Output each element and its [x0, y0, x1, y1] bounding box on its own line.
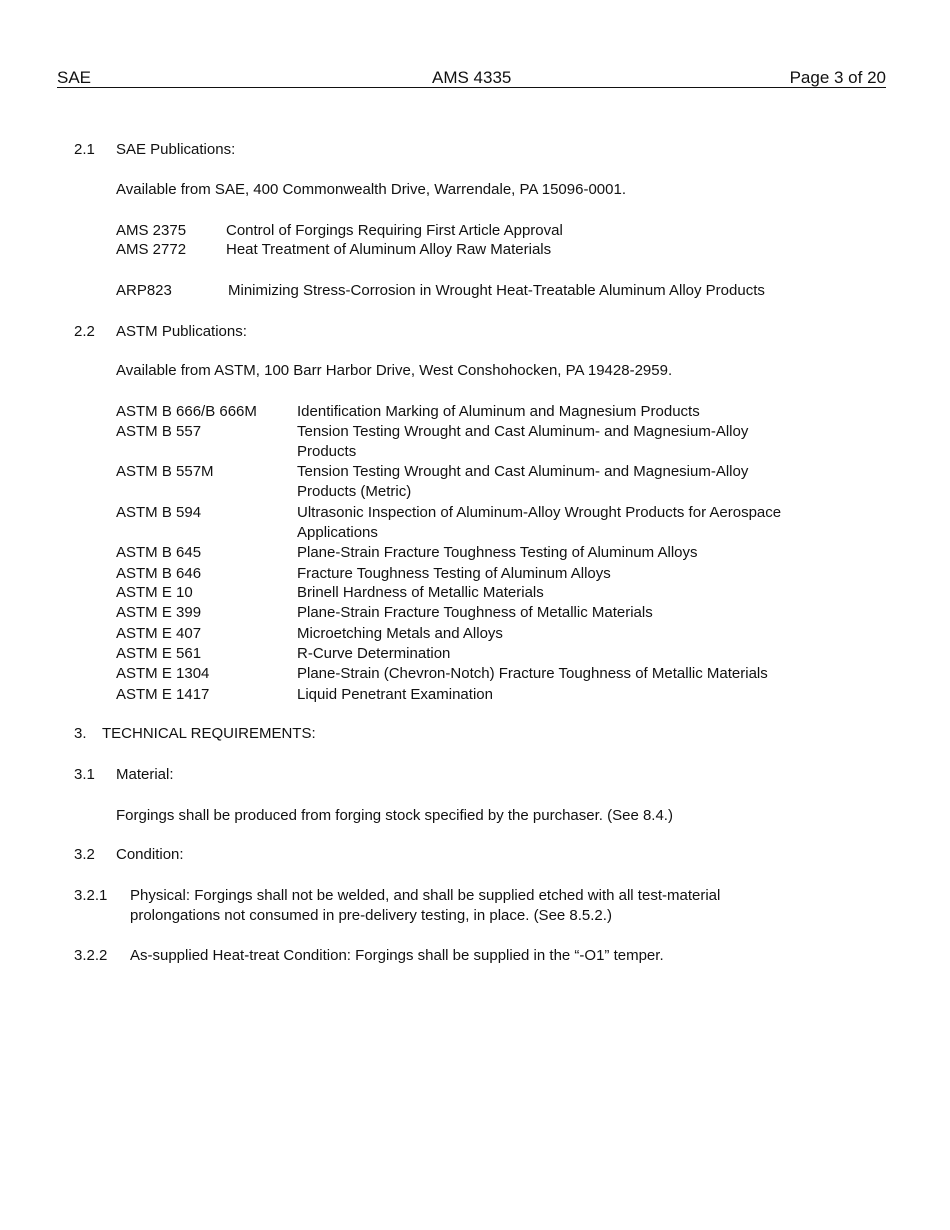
ref-desc: Microetching Metals and Alloys	[297, 625, 503, 642]
section-2-1-availability: Available from SAE, 400 Commonwealth Drive, Warrendale, PA 15096-0001.	[116, 181, 626, 198]
section-3-2-1-number: 3.2.1	[74, 887, 108, 904]
ref-code: ASTM E 1417	[116, 686, 210, 703]
ref-code: ASTM B 646	[116, 565, 202, 582]
ref-desc-continued: Products (Metric)	[297, 483, 412, 500]
section-3-2-1-body: Physical: Forgings shall not be welded, and shall be supplied etched with all test-material	[130, 887, 721, 904]
ref-desc: Plane-Strain Fracture Toughness Testing of Aluminum Alloys	[297, 544, 698, 561]
section-2-2-availability: Available from ASTM, 100 Barr Harbor Drive, West Conshohocken, PA 19428-2959.	[116, 362, 673, 379]
section-2-1-number: 2.1	[74, 141, 95, 158]
ref-code: ASTM B 645	[116, 544, 202, 561]
ref-desc: Plane-Strain Fracture Toughness of Metallic Materials	[297, 604, 653, 621]
section-2-1-title: SAE Publications:	[116, 141, 236, 158]
ref-desc: R-Curve Determination	[297, 645, 451, 662]
section-3-2-number: 3.2	[74, 846, 95, 863]
ref-desc: Heat Treatment of Aluminum Alloy Raw Materials	[226, 241, 552, 258]
ref-desc: Liquid Penetrant Examination	[297, 686, 493, 703]
header-rule	[57, 87, 886, 88]
section-3-2-2-body: As-supplied Heat-treat Condition: Forgings shall be supplied in the “-O1” temper.	[130, 947, 664, 964]
ref-desc-continued: Products	[297, 443, 357, 460]
ref-desc: Plane-Strain (Chevron-Notch) Fracture Toughness of Metallic Materials	[297, 665, 768, 682]
header-page-number: Page 3 of 20	[789, 68, 886, 87]
ref-code: ASTM E 10	[116, 584, 193, 601]
section-2-2-title: ASTM Publications:	[116, 323, 247, 340]
section-3-1-body: Forgings shall be produced from forging stock specified by the purchaser. (See 8.4.)	[116, 807, 673, 824]
ref-desc: Minimizing Stress-Corrosion in Wrought Heat-Treatable Aluminum Alloy Products	[228, 282, 765, 299]
ref-code: ARP823	[116, 282, 172, 299]
ref-desc: Control of Forgings Requiring First Article Approval	[226, 222, 563, 239]
section-3-number: 3.	[74, 725, 87, 742]
ref-desc: Fracture Toughness Testing of Aluminum Alloys	[297, 565, 611, 582]
section-3-1-title: Material:	[116, 766, 174, 783]
ref-desc: Tension Testing Wrought and Cast Aluminum- and Magnesium-Alloy	[297, 423, 749, 440]
ref-code: AMS 2772	[116, 241, 187, 258]
ref-code: ASTM E 407	[116, 625, 202, 642]
section-3-2-2-number: 3.2.2	[74, 947, 108, 964]
section-3-2-title: Condition:	[116, 846, 184, 863]
section-2-2-number: 2.2	[74, 323, 95, 340]
ref-code: ASTM E 561	[116, 645, 202, 662]
ref-code: ASTM B 594	[116, 504, 202, 521]
ref-desc-continued: Applications	[297, 524, 378, 541]
section-3-1-number: 3.1	[74, 766, 95, 783]
ref-code: ASTM B 666/B 666M	[116, 403, 257, 420]
header-center: AMS 4335	[432, 68, 512, 87]
ref-desc: Tension Testing Wrought and Cast Aluminum- and Magnesium-Alloy	[297, 463, 749, 480]
ref-code: ASTM E 1304	[116, 665, 210, 682]
ref-code: ASTM B 557	[116, 423, 202, 440]
ref-desc: Brinell Hardness of Metallic Materials	[297, 584, 544, 601]
ref-code: ASTM B 557M	[116, 463, 214, 480]
section-3-title: TECHNICAL REQUIREMENTS:	[102, 725, 316, 742]
section-3-2-1-body-continued: prolongations not consumed in pre-delivery testing, in place. (See 8.5.2.)	[130, 907, 612, 924]
ref-desc: Identification Marking of Aluminum and Magnesium Products	[297, 403, 700, 420]
ref-code: ASTM E 399	[116, 604, 202, 621]
ref-desc: Ultrasonic Inspection of Aluminum-Alloy Wrought Products for Aerospace	[297, 504, 782, 521]
ref-code: AMS 2375	[116, 222, 187, 239]
header-left: SAE	[57, 68, 92, 87]
